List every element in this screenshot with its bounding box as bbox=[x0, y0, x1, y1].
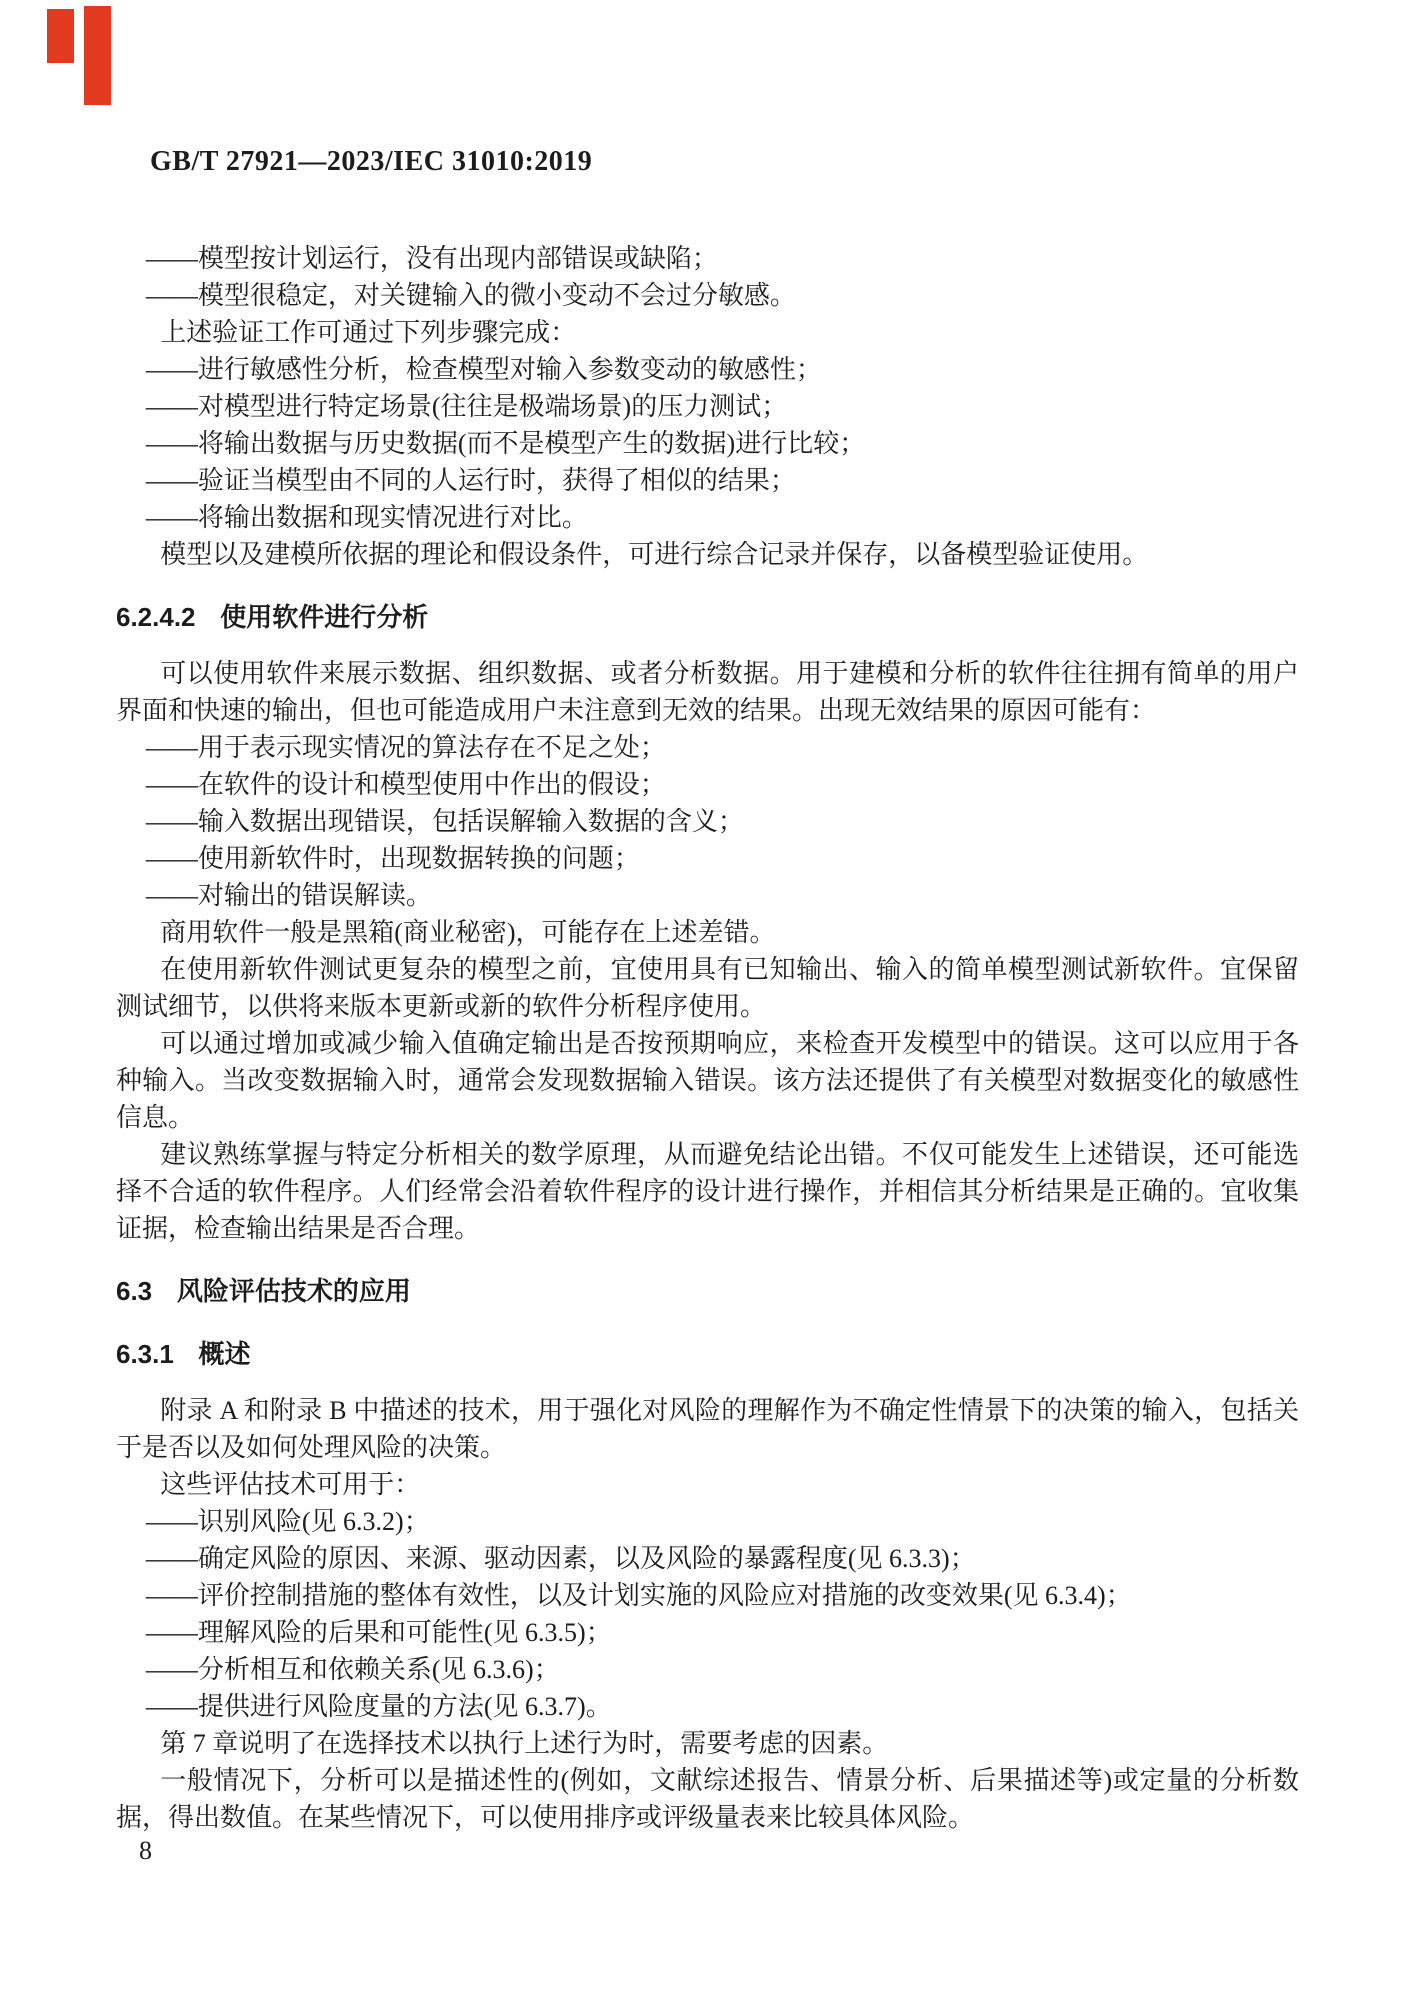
list-item: ——验证当模型由不同的人运行时，获得了相似的结果； bbox=[145, 466, 796, 495]
list-item: ——将输出数据与历史数据(而不是模型产生的数据)进行比较； bbox=[145, 429, 866, 458]
list-item: ——分析相互和依赖关系(见 6.3.6)； bbox=[145, 1655, 560, 1684]
list-item: ——模型按计划运行，没有出现内部错误或缺陷； bbox=[145, 244, 718, 273]
section-heading bbox=[116, 599, 1299, 636]
paragraph: 可以通过增加或减少输入值确定输出是否按预期响应，来检查开发模型中的错误。这可以应用于各种输入。当改变数据输入时，通常会发现数据输入错误。该方法还提供了有关模型对数据变化的敏感性信息。 bbox=[116, 1029, 1299, 1132]
page-number: 8 bbox=[139, 1836, 152, 1865]
paragraph: 可以使用软件来展示数据、组织数据、或者分析数据。用于建模和分析的软件往往拥有简单的用户界面和快速的输出，但也可能造成用户未注意到无效的结果。出现无效结果的原因可能有： bbox=[116, 659, 1299, 725]
list-item: ——对模型进行特定场景(往往是极端场景)的压力测试； bbox=[145, 392, 788, 421]
list-item: ——使用新软件时，出现数据转换的问题； bbox=[145, 844, 640, 873]
list-item: ——评价控制措施的整体有效性，以及计划实施的风险应对措施的改变效果(见 6.3.4)； bbox=[145, 1581, 1132, 1610]
paragraph: 这些评估技术可用于： bbox=[160, 1470, 421, 1499]
list-item: ——在软件的设计和模型使用中作出的假设； bbox=[145, 770, 666, 799]
red-scan-mark bbox=[84, 6, 111, 105]
paragraph: 模型以及建模所依据的理论和假设条件，可进行综合记录并保存，以备模型验证使用。 bbox=[160, 540, 1149, 569]
list-item: ——识别风险(见 6.3.2)； bbox=[145, 1507, 430, 1536]
list-item: ——输入数据出现错误，包括误解输入数据的含义； bbox=[145, 807, 744, 836]
list-item: ——理解风险的后果和可能性(见 6.3.5)； bbox=[145, 1618, 612, 1647]
list-item: ——确定风险的原因、来源、驱动因素，以及风险的暴露程度(见 6.3.3)； bbox=[145, 1544, 976, 1573]
document-body bbox=[116, 240, 1299, 1836]
paragraph: 建议熟练掌握与特定分析相关的数学原理，从而避免结论出错。不仅可能发生上述错误，还可能选择不合适的软件程序。人们经常会沿着软件程序的设计进行操作，并相信其分析结果是正确的。宜收集证据，检查输出结果是否合理。 bbox=[116, 1140, 1299, 1243]
list-item: ——对输出的错误解读。 bbox=[145, 881, 432, 910]
section-heading bbox=[116, 1273, 1299, 1310]
list-item: ——提供进行风险度量的方法(见 6.3.7)。 bbox=[145, 1692, 612, 1721]
section-number: 6.3 bbox=[116, 1276, 153, 1306]
section-number: 6.3.1 bbox=[116, 1339, 174, 1369]
paragraph: 一般情况下，分析可以是描述性的(例如，文献综述报告、情景分析、后果描述等)或定量的分析数据，得出数值。在某些情况下，可以使用排序或评级量表来比较具体风险。 bbox=[116, 1766, 1299, 1832]
list-item: ——用于表示现实情况的算法存在不足之处； bbox=[145, 733, 666, 762]
red-scan-mark bbox=[47, 9, 74, 63]
paragraph: 上述验证工作可通过下列步骤完成： bbox=[160, 318, 577, 347]
section-title: 概述 bbox=[198, 1339, 251, 1369]
section-heading bbox=[116, 1336, 1299, 1373]
paragraph: 附录 A 和附录 B 中描述的技术，用于强化对风险的理解作为不确定性情景下的决策的输入，包括关于是否以及如何处理风险的决策。 bbox=[116, 1396, 1299, 1462]
list-item: ——将输出数据和现实情况进行对比。 bbox=[145, 503, 588, 532]
section-title: 使用软件进行分析 bbox=[220, 602, 429, 632]
list-item: ——进行敏感性分析，检查模型对输入参数变动的敏感性； bbox=[145, 355, 822, 384]
section-title: 风险评估技术的应用 bbox=[176, 1276, 411, 1306]
section-number: 6.2.4.2 bbox=[116, 602, 196, 632]
paragraph: 在使用新软件测试更复杂的模型之前，宜使用具有已知输出、输入的简单模型测试新软件。宜保留测试细节，以供将来版本更新或新的软件分析程序使用。 bbox=[116, 955, 1299, 1021]
paragraph: 商用软件一般是黑箱(商业秘密)，可能存在上述差错。 bbox=[160, 918, 776, 947]
paragraph: 第 7 章说明了在选择技术以执行上述行为时，需要考虑的因素。 bbox=[160, 1729, 889, 1758]
standard-number-header: GB/T 27921—2023/IEC 31010:2019 bbox=[150, 146, 593, 177]
list-item: ——模型很稳定，对关键输入的微小变动不会过分敏感。 bbox=[145, 281, 796, 310]
